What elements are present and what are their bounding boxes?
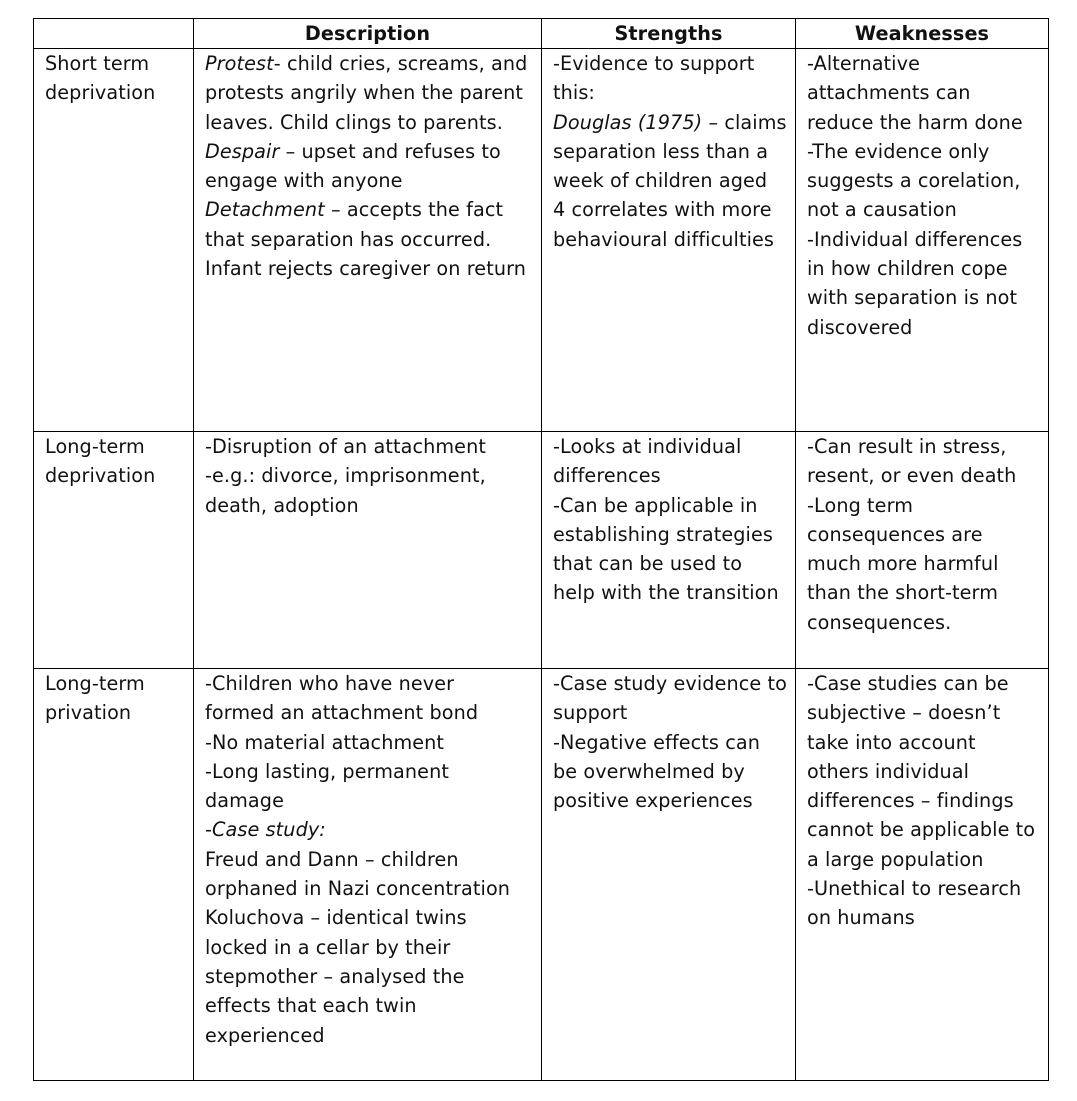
text-run: positive experiences <box>553 789 753 813</box>
text-run: -Negative effects can <box>553 730 760 754</box>
text-run: -The evidence only <box>807 139 990 163</box>
row-label-line: Long-term <box>45 435 145 458</box>
cell-text-line <box>205 903 535 932</box>
text-run: leaves. Child clings to parents. <box>205 110 503 134</box>
text-run: with separation is not <box>807 286 1018 310</box>
row-label-line: deprivation <box>45 464 156 488</box>
text-run: orphaned in Nazi concentration <box>205 877 511 901</box>
description-cell <box>194 49 542 432</box>
text-run: - child cries, screams, and <box>273 52 528 75</box>
table-row-short-term-deprivation <box>34 49 1049 432</box>
cell-text-line <box>807 254 1042 283</box>
text-run: formed an attachment bond <box>205 701 479 725</box>
text-run: locked in a cellar by their <box>205 935 451 959</box>
cell-text-line <box>807 815 1042 844</box>
cell-text-line <box>553 728 789 757</box>
cell-text-line <box>205 254 535 283</box>
text-run: on humans <box>807 906 915 930</box>
cell-text-line <box>807 108 1042 137</box>
text-run: than the short-term <box>807 581 998 605</box>
italic-text-run: Detachment <box>205 198 325 222</box>
text-run: – upset and refuses to <box>279 139 501 163</box>
text-run: engage with anyone <box>205 169 403 193</box>
cell-text-line <box>205 195 535 224</box>
text-run: not a causation <box>807 198 957 222</box>
text-run: damage <box>205 789 284 813</box>
cell-text-line <box>553 432 789 461</box>
text-run: -Can be applicable in <box>553 493 758 517</box>
text-run: support <box>553 701 628 725</box>
weaknesses-cell <box>796 669 1049 1081</box>
text-run: help with the transition <box>553 581 779 605</box>
text-run: separation less than a <box>553 139 769 163</box>
cell-text-line <box>553 461 789 490</box>
text-run: -Case study evidence to <box>553 672 787 695</box>
text-run: -Disruption of an attachment <box>205 435 486 458</box>
strengths-cell <box>542 432 796 669</box>
weaknesses-cell <box>796 49 1049 432</box>
text-run: -e.g.: divorce, imprisonment, <box>205 464 486 488</box>
text-run: differences <box>553 464 661 488</box>
text-run: 4 correlates with more <box>553 198 772 222</box>
text-run: take into account <box>807 730 976 754</box>
text-run: others individual <box>807 759 970 783</box>
text-run: -No material attachment <box>205 730 445 754</box>
text-run: -Long term <box>807 493 914 517</box>
cell-text-line <box>205 166 535 195</box>
cell-text-line <box>807 698 1042 727</box>
cell-text-line <box>553 549 789 578</box>
cell-text-line <box>553 669 789 698</box>
row-label-cell <box>34 432 194 669</box>
cell-text-line <box>807 520 1042 549</box>
row-label-cell <box>34 669 194 1081</box>
text-run: that can be used to <box>553 552 743 576</box>
italic-text-run: Protest <box>205 52 274 75</box>
italic-text-run: Douglas (1975) <box>553 110 703 134</box>
cell-text-line <box>807 225 1042 254</box>
text-run: -Looks at individual <box>553 435 742 458</box>
cell-text-line <box>205 874 535 903</box>
text-run: death, adoption <box>205 493 359 517</box>
cell-text-line <box>553 757 789 786</box>
cell-text-line <box>807 491 1042 520</box>
cell-text-line <box>205 78 535 107</box>
text-run: attachments can <box>807 81 971 105</box>
text-run: stepmother – analysed the <box>205 964 465 988</box>
cell-text-line <box>807 903 1042 932</box>
comparison-table <box>33 18 1049 1081</box>
header-cell-strengths: Strengths <box>542 19 796 49</box>
cell-text-line <box>205 461 535 490</box>
row-label-line: deprivation <box>45 81 156 105</box>
text-run: -Alternative <box>807 52 920 75</box>
row-label-line: Long-term <box>45 672 145 695</box>
cell-text-line <box>807 845 1042 874</box>
cell-text-line <box>807 757 1042 786</box>
text-run: Infant rejects caregiver on return <box>205 257 526 281</box>
text-run: -Long lasting, permanent <box>205 759 449 783</box>
text-run: this: <box>553 81 595 105</box>
cell-text-line <box>807 78 1042 107</box>
text-run: differences – findings <box>807 789 1014 813</box>
text-run: Koluchova – identical twins <box>205 906 467 930</box>
cell-text-line <box>205 225 535 254</box>
cell-text-line <box>205 815 535 844</box>
cell-text-line <box>553 578 789 607</box>
cell-text-line <box>205 137 535 166</box>
cell-text-line <box>807 166 1042 195</box>
header-row <box>34 19 1049 49</box>
text-run: establishing strategies <box>553 522 773 546</box>
text-run: – claims <box>702 110 787 134</box>
cell-text-line <box>807 786 1042 815</box>
cell-text-line <box>205 108 535 137</box>
cell-text-line <box>807 195 1042 224</box>
cell-text-line <box>205 491 535 520</box>
header-cell-description: Description <box>194 19 542 49</box>
cell-text-line <box>807 549 1042 578</box>
cell-text-line <box>807 283 1042 312</box>
cell-text-line <box>807 461 1042 490</box>
text-run: be overwhelmed by <box>553 759 745 783</box>
text-run: subjective – doesn’t <box>807 701 1001 725</box>
text-run: - <box>205 818 213 842</box>
cell-text-line <box>205 786 535 815</box>
italic-text-run: Despair <box>205 139 280 163</box>
cell-text-line <box>205 962 535 991</box>
cell-text-line <box>205 933 535 962</box>
text-run: cannot be applicable to <box>807 818 1036 842</box>
text-run: -Can result in stress, <box>807 435 1007 458</box>
text-run: much more harmful <box>807 552 999 576</box>
cell-text-line <box>553 108 789 137</box>
text-run: -Children who have never <box>205 672 455 695</box>
description-cell <box>194 669 542 1081</box>
weaknesses-cell <box>796 432 1049 669</box>
text-run: resent, or even death <box>807 464 1017 488</box>
cell-text-line <box>553 491 789 520</box>
strengths-cell <box>542 49 796 432</box>
cell-text-line <box>205 991 535 1020</box>
cell-text-line <box>553 786 789 815</box>
text-run: discovered <box>807 315 913 339</box>
cell-text-line <box>205 698 535 727</box>
cell-text-line <box>553 137 789 166</box>
cell-text-line <box>807 728 1042 757</box>
header-cell-blank <box>34 19 194 49</box>
cell-text-line <box>205 1021 535 1050</box>
cell-text-line <box>807 49 1042 78</box>
cell-text-line <box>807 578 1042 607</box>
text-run: behavioural difficulties <box>553 227 775 251</box>
text-run: experienced <box>205 1023 325 1047</box>
text-run: – accepts the fact <box>324 198 504 222</box>
description-cell <box>194 432 542 669</box>
cell-text-line <box>807 432 1042 461</box>
text-run: a large population <box>807 847 984 871</box>
text-run: suggests a corelation, <box>807 169 1021 193</box>
cell-text-line <box>205 728 535 757</box>
strengths-cell <box>542 669 796 1081</box>
cell-text-line <box>807 669 1042 698</box>
text-run: consequences. <box>807 610 952 634</box>
row-label-line: Short term <box>45 52 150 75</box>
table-row-long-term-deprivation <box>34 432 1049 669</box>
cell-text-line <box>807 874 1042 903</box>
cell-text-line <box>807 608 1042 637</box>
text-run: -Individual differences <box>807 227 1023 251</box>
cell-text-line <box>553 166 789 195</box>
text-run: week of children aged <box>553 169 768 193</box>
cell-text-line <box>205 49 535 78</box>
cell-text-line <box>807 313 1042 342</box>
text-run: in how children cope <box>807 257 1008 281</box>
cell-text-line <box>205 845 535 874</box>
text-run: -Evidence to support <box>553 52 755 75</box>
text-run: Freud and Dann – children <box>205 847 459 871</box>
cell-text-line <box>205 669 535 698</box>
text-run: that separation has occurred. <box>205 227 492 251</box>
text-run: protests angrily when the parent <box>205 81 524 105</box>
cell-text-line <box>807 137 1042 166</box>
cell-text-line <box>205 757 535 786</box>
cell-text-line <box>553 225 789 254</box>
text-run: consequences are <box>807 522 983 546</box>
text-run: -Case studies can be <box>807 672 1009 695</box>
cell-text-line <box>553 195 789 224</box>
table-row-long-term-privation <box>34 669 1049 1081</box>
row-label-line: privation <box>45 701 132 725</box>
text-run: -Unethical to research <box>807 877 1022 901</box>
text-run: reduce the harm done <box>807 110 1023 134</box>
cell-text-line <box>553 49 789 78</box>
italic-text-run: Case study: <box>212 818 326 842</box>
cell-text-line <box>553 520 789 549</box>
cell-text-line <box>553 78 789 107</box>
header-cell-weaknesses: Weaknesses <box>796 19 1049 49</box>
row-label-cell <box>34 49 194 432</box>
cell-text-line <box>205 432 535 461</box>
cell-text-line <box>553 698 789 727</box>
text-run: effects that each twin <box>205 994 417 1018</box>
